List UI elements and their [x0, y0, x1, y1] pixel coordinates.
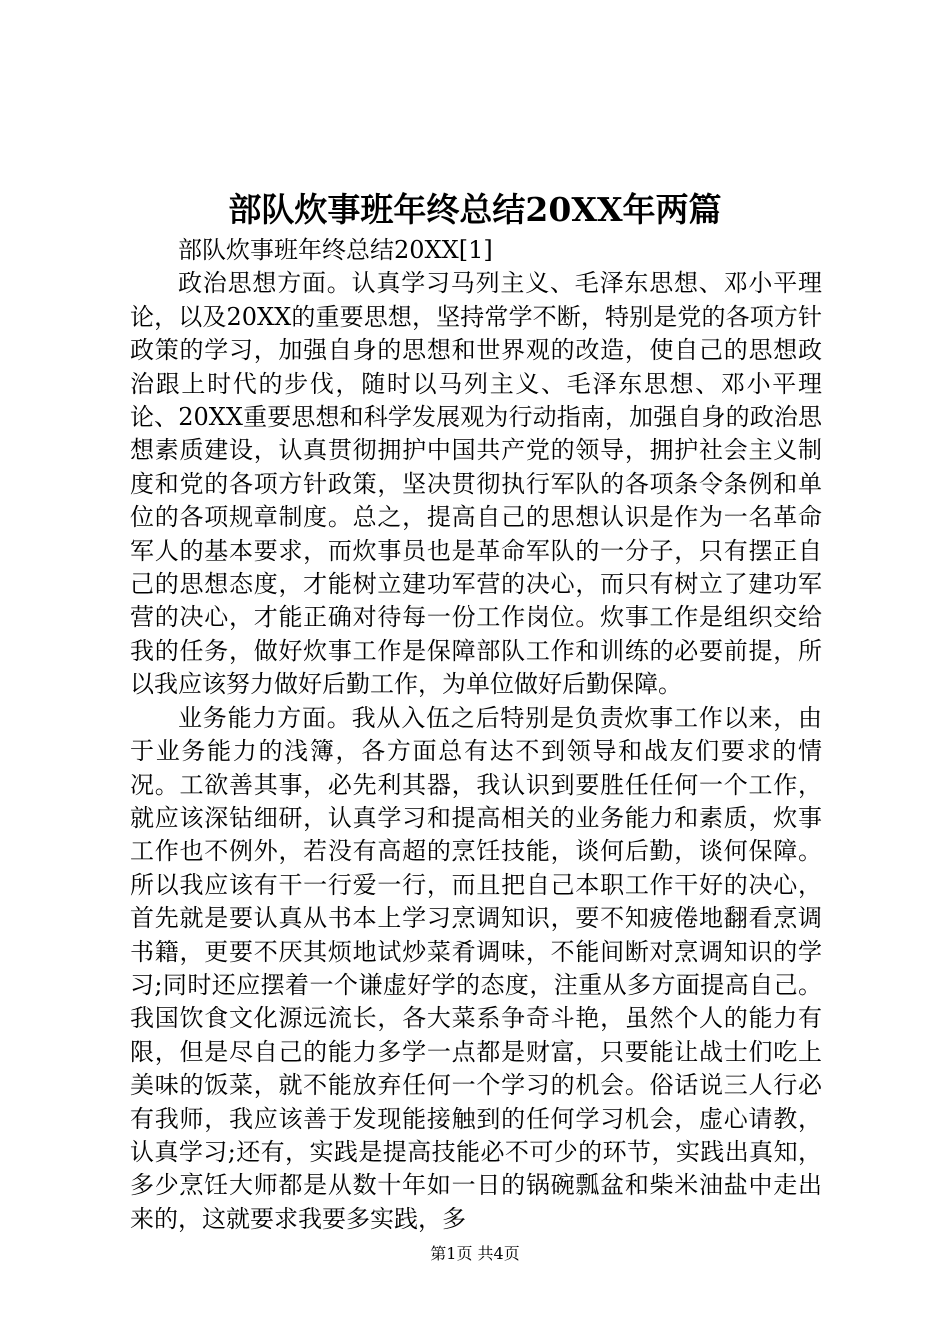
document-title: 部队炊事班年终总结20XX年两篇	[228, 190, 722, 229]
subtitle-line: 部队炊事班年终总结20XX[1]	[178, 236, 493, 264]
paragraph-business: 业务能力方面。我从入伍之后特别是负责炊事工作以来，由于业务能力的浅簿，各方面总有达不到领导和战友们要求的情况。工欲善其事，必先利其器，我认识到要胜任任何一个工作，就应该深钻细研，认真学习和提高相关的业务能力和素质，炊事工作也不例外，若没有高超的烹饪技能，谈何后勤，谈何保障。所以我应该有干一行爱一行，而且把自己本职工作干好的决心，首先就是要认真从书本上学习烹调知识，要不知疲倦地翻看烹调书籍，更要不厌其烦地试炒菜肴调味，不能间断对烹调知识的学习;同时还应摆着一个谦虚好学的态度，注重从多方面提高自己。我国饮食文化源远流长，各大菜系争奇斗艳，虽然个人的能力有限，但是尽自己的能力多学一点都是财富，只要能让战士们吃上美味的饭菜，就不能放弃任何一个学习的机会。俗话说三人行必有我师，我应该善于发现能接触到的任何学习机会，虚心请教，认真学习;还有，实践是提高技能必不可少的环节，实践出真知，多少烹饪大师都是从数十年如一日的锅碗瓢盆和柴米油盐中走出来的，这就要求我要多实践，多	[130, 703, 822, 1233]
document-body	[130, 234, 822, 1236]
paragraph-political: 政治思想方面。认真学习马列主义、毛泽东思想、邓小平理论，以及20XX的重要思想，坚持常学不断，特别是党的各项方针政策的学习，加强自身的思想和世界观的改造，使自己的思想政治跟上时代的步伐，随时以马列主义、毛泽东思想、邓小平理论、20XX重要思想和科学发展观为行动指南，加强自身的政治思想素质建设，认真贯彻拥护中国共产党的领导，拥护社会主义制度和党的各项方针政策，坚决贯彻执行军队的各项条令条例和单位的各项规章制度。总之，提高自己的思想认识是作为一名革命军人的基本要求，而炊事员也是革命军队的一分子，只有摆正自己的思想态度，才能树立建功军营的决心，而只有树立了建功军营的决心，才能正确对待每一份工作岗位。炊事工作是组织交给我的任务，做好炊事工作是保障部队工作和训练的必要前提，所以我应该努力做好后勤工作，为单位做好后勤保障。	[130, 269, 822, 699]
page-footer: 第1页 共4页	[430, 1244, 520, 1263]
